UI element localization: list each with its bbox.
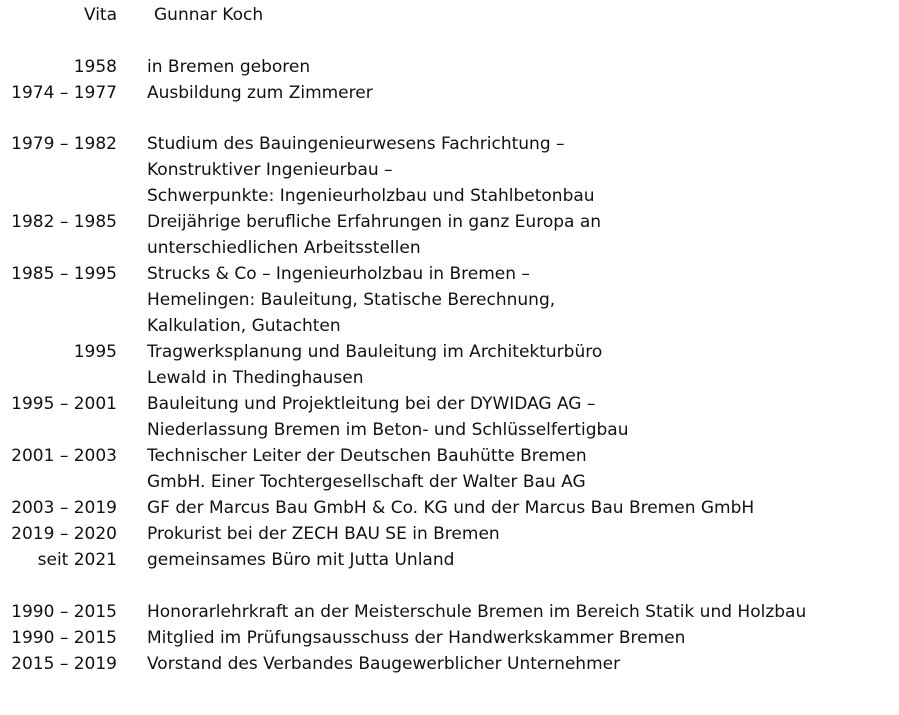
person-name: Gunnar Koch [154,5,264,25]
vita-entry [0,548,899,572]
vita-entry [0,418,899,442]
vita-entry [0,600,899,624]
vita-entry [0,470,899,494]
vita-entry [0,314,899,338]
vita-entry [0,81,899,105]
entry-text: Strucks & Co – Ingenieurholzbau in Bremen – [147,264,530,284]
entry-date: 1985 – 1995 [11,264,117,284]
vita-entry [0,132,899,156]
vita-entry [0,392,899,416]
vita-entry [0,55,899,79]
entry-text: Lewald in Thedinghausen [147,368,364,388]
entry-text: GF der Marcus Bau GmbH & Co. KG und der Marcus Bau Bremen GmbH [147,498,755,518]
vita-entry [0,288,899,312]
vita-entry [0,522,899,546]
vita-entry [0,158,899,182]
vita-entry [0,210,899,234]
entry-date: 2001 – 2003 [11,446,117,466]
entry-text: Konstruktiver Ingenieurbau – [147,160,393,180]
entry-text: Niederlassung Bremen im Beton- und Schlüsselfertigbau [147,420,629,440]
entry-date: 1990 – 2015 [11,602,117,622]
entry-text: Prokurist bei der ZECH BAU SE in Bremen [147,524,500,544]
entry-text: Dreijährige berufliche Erfahrungen in ganz Europa an [147,212,602,232]
entry-text: Tragwerksplanung und Bauleitung im Architekturbüro [147,342,603,362]
entry-text: in Bremen geboren [147,57,311,77]
vita-label: Vita [83,5,117,25]
entry-date: 1958 [73,57,117,77]
entry-text: Technischer Leiter der Deutschen Bauhütte Bremen [147,446,587,466]
vita-entry [0,236,899,260]
entry-date: 1990 – 2015 [11,628,117,648]
entry-date: 2003 – 2019 [11,498,117,518]
vita-entry [0,444,899,468]
entry-text: gemeinsames Büro mit Jutta Unland [147,550,455,570]
vita-entry [0,340,899,364]
entry-date: 1995 [73,342,117,362]
vita-entry [0,262,899,286]
entry-text: Schwerpunkte: Ingenieurholzbau und Stahlbetonbau [147,186,595,206]
vita-entry [0,496,899,520]
entry-text: GmbH. Einer Tochtergesellschaft der Walter Bau AG [147,472,586,492]
entry-text: Honorarlehrkraft an der Meisterschule Bremen im Bereich Statik und Holzbau [147,602,807,622]
vita-entry [0,626,899,650]
entry-text: Ausbildung zum Zimmerer [147,83,373,103]
entry-text: Studium des Bauingenieurwesens Fachrichtung – [147,134,565,154]
entry-text: Bauleitung und Projektleitung bei der DYWIDAG AG – [147,394,596,414]
vita-header [0,3,899,27]
vita-entry [0,652,899,676]
entry-text: unterschiedlichen Arbeitsstellen [147,238,421,258]
entry-text: Kalkulation, Gutachten [147,316,341,336]
entry-text: Vorstand des Verbandes Baugewerblicher Unternehmer [147,654,621,674]
vita-entry [0,366,899,390]
vita-entry [0,184,899,208]
entry-text: Mitglied im Prüfungsausschuss der Handwerkskammer Bremen [147,628,686,648]
entry-date: 1974 – 1977 [11,83,117,103]
entry-text: Hemelingen: Bauleitung, Statische Berechnung, [147,290,556,310]
entry-date: 1995 – 2001 [11,394,117,414]
entry-date: 1982 – 1985 [11,212,117,232]
entry-date: 2015 – 2019 [11,654,117,674]
entry-date: seit 2021 [37,550,117,570]
entry-date: 1979 – 1982 [11,134,117,154]
entry-date: 2019 – 2020 [11,524,117,544]
